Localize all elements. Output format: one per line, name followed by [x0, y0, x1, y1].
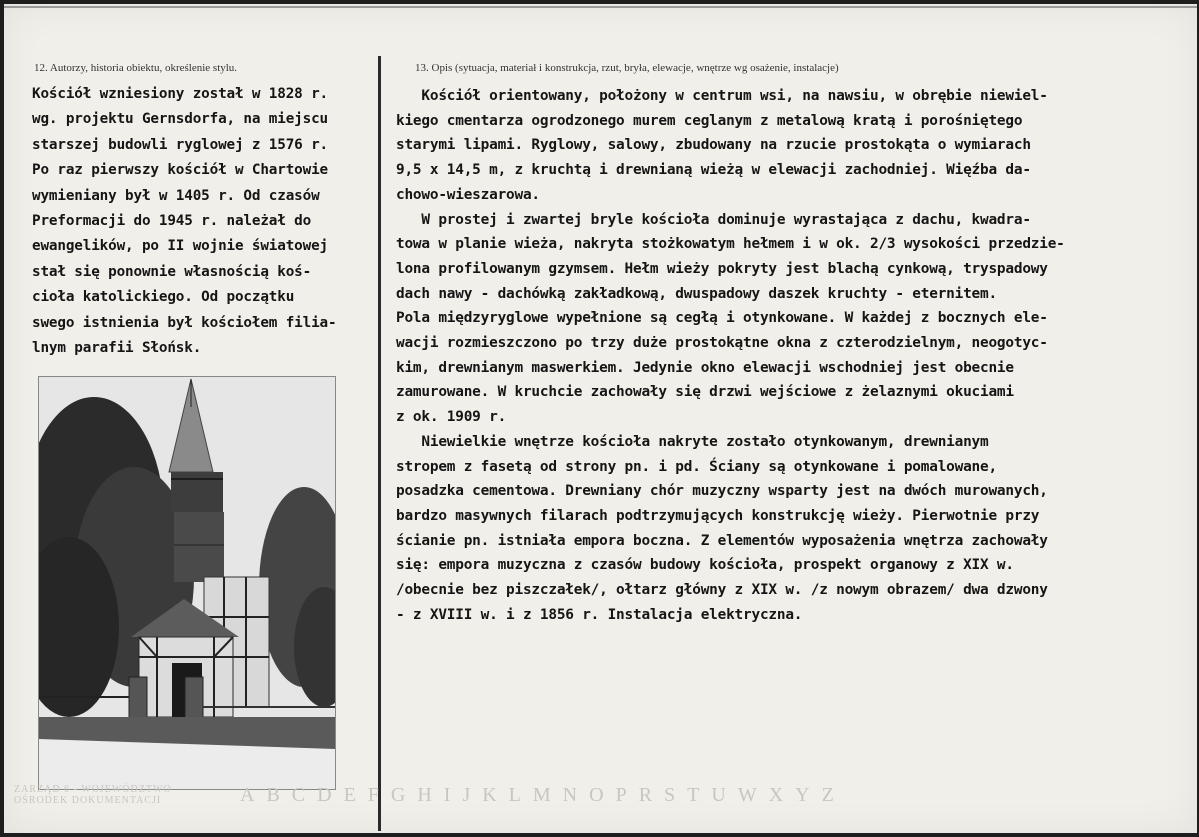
text-line: z ok. 1909 r. [396, 409, 507, 426]
text-line: swego istnienia był kościołem filia- [32, 314, 337, 331]
text-line: W prostej i zwartej bryle kościoła dominuje wyrastająca z dachu, kwadra- [396, 211, 1031, 228]
text-line: wymieniany był w 1405 r. Od czasów [32, 187, 320, 204]
column-divider [378, 56, 381, 831]
footer-institution-line: ZARZĄD 6 - WOJEWÓDZTWO [14, 784, 172, 795]
text-line: towa w planie wieża, nakryta stożkowatym hełmem i w ok. 2/3 wysokości przedzie- [396, 236, 1065, 253]
text-line: kim, drewnianym maswerkiem. Jedynie okno elewacji wschodniej jest obecnie [396, 359, 1014, 376]
text-line: stropem z fasetą od strony pn. i pd. Ściany są otynkowane i pomalowane, [396, 458, 997, 475]
text-line: bardzo masywnych filarach podtrzymujących konstrukcję wieży. Pierwotnie przy [396, 507, 1040, 524]
text-line: lnym parafii Słońsk. [32, 340, 202, 357]
text-line: Preformacji do 1945 r. należał do [32, 213, 312, 230]
text-line: się: empora muzyczna z czasów budowy kościoła, prospekt organowy z XIX w. [396, 557, 1014, 574]
record-card [4, 4, 1197, 833]
text-line: Po raz pierwszy kościół w Chartowie [32, 162, 329, 179]
text-line: ewangelików, po II wojnie światowej [32, 238, 329, 255]
card-footer-strip [4, 784, 1197, 806]
text-line: Kościół wzniesiony został w 1828 r. [32, 86, 329, 102]
text-line: cioła katolickiego. Od początku [32, 289, 295, 306]
text-line: ścianie pn. istniała empora boczna. Z elementów wyposażenia wnętrza zachowały [396, 532, 1048, 549]
text-line: /obecnie bez piszczałek/, ołtarz główny z XIX w. /z nowym obrazem/ dwa dzwony [396, 582, 1048, 599]
text-line: Kościół orientowany, położony w centrum wsi, na nawsiu, w obrębie niewiel- [396, 88, 1048, 104]
section12-text [32, 82, 377, 361]
text-line: Pola międzyryglowe wypełnione są cegłą i otynkowane. W każdej z bocznych ele- [396, 310, 1048, 327]
church-photo [38, 376, 336, 790]
footer-institution [14, 784, 172, 806]
section13-text [396, 84, 1188, 627]
church-photo-drawing [39, 377, 335, 789]
text-line: wacji rozmieszczono po trzy duże prostokątne okna z czterodzielnym, neogotyc- [396, 335, 1048, 352]
section12-header: 12. Autorzy, historia obiektu, określenie stylu. [34, 62, 238, 74]
text-line: wg. projektu Gernsdorfa, na miejscu [32, 111, 329, 128]
text-line: starymi lipami. Ryglowy, salowy, zbudowany na rzucie prostokąta o wymiarach [396, 137, 1031, 154]
text-line: posadzka cementowa. Drewniany chór muzyczny wsparty jest na dwóch murowanych, [396, 483, 1048, 500]
text-line: Niewielkie wnętrze kościoła nakryte zostało otynkowanym, drewnianym [396, 433, 989, 450]
text-line: stał się ponownie własnością koś- [32, 263, 312, 280]
text-line: chowo-wieszarowa. [396, 186, 540, 203]
text-line: dach nawy - dachówką zakładkową, dwuspadowy daszek kruchty - eternitem. [396, 285, 997, 302]
text-line: starszej budowli ryglowej z 1576 r. [32, 136, 329, 153]
text-line: zamurowane. W kruchcie zachowały się drzwi wejściowe z żelaznymi okuciami [396, 384, 1014, 401]
footer-alphabet-index: ABCDEFGHIJKLMNOPRSTUWXYZ [240, 784, 846, 806]
text-line: lona profilowanym gzymsem. Hełm wieży pokryty jest blachą cynkową, tryspadowy [396, 260, 1048, 277]
text-line: kiego cmentarza ogrodzonego murem ceglanym z metalową kratą i porośniętego [396, 112, 1023, 129]
footer-institution-line: OŚRODEK DOKUMENTACJI [14, 795, 162, 806]
top-border [4, 6, 1197, 8]
text-line: 9,5 x 14,5 m, z kruchtą i drewnianą wieżą w elewacji zachodniej. Więźba da- [396, 162, 1031, 179]
text-line: - z XVIII w. i z 1856 r. Instalacja elektryczna. [396, 606, 803, 623]
section13-header: 13. Opis (sytuacja, materiał i konstrukcja, rzut, bryła, elewacje, wnętrze wg osażenie, instalacje) [415, 62, 839, 74]
